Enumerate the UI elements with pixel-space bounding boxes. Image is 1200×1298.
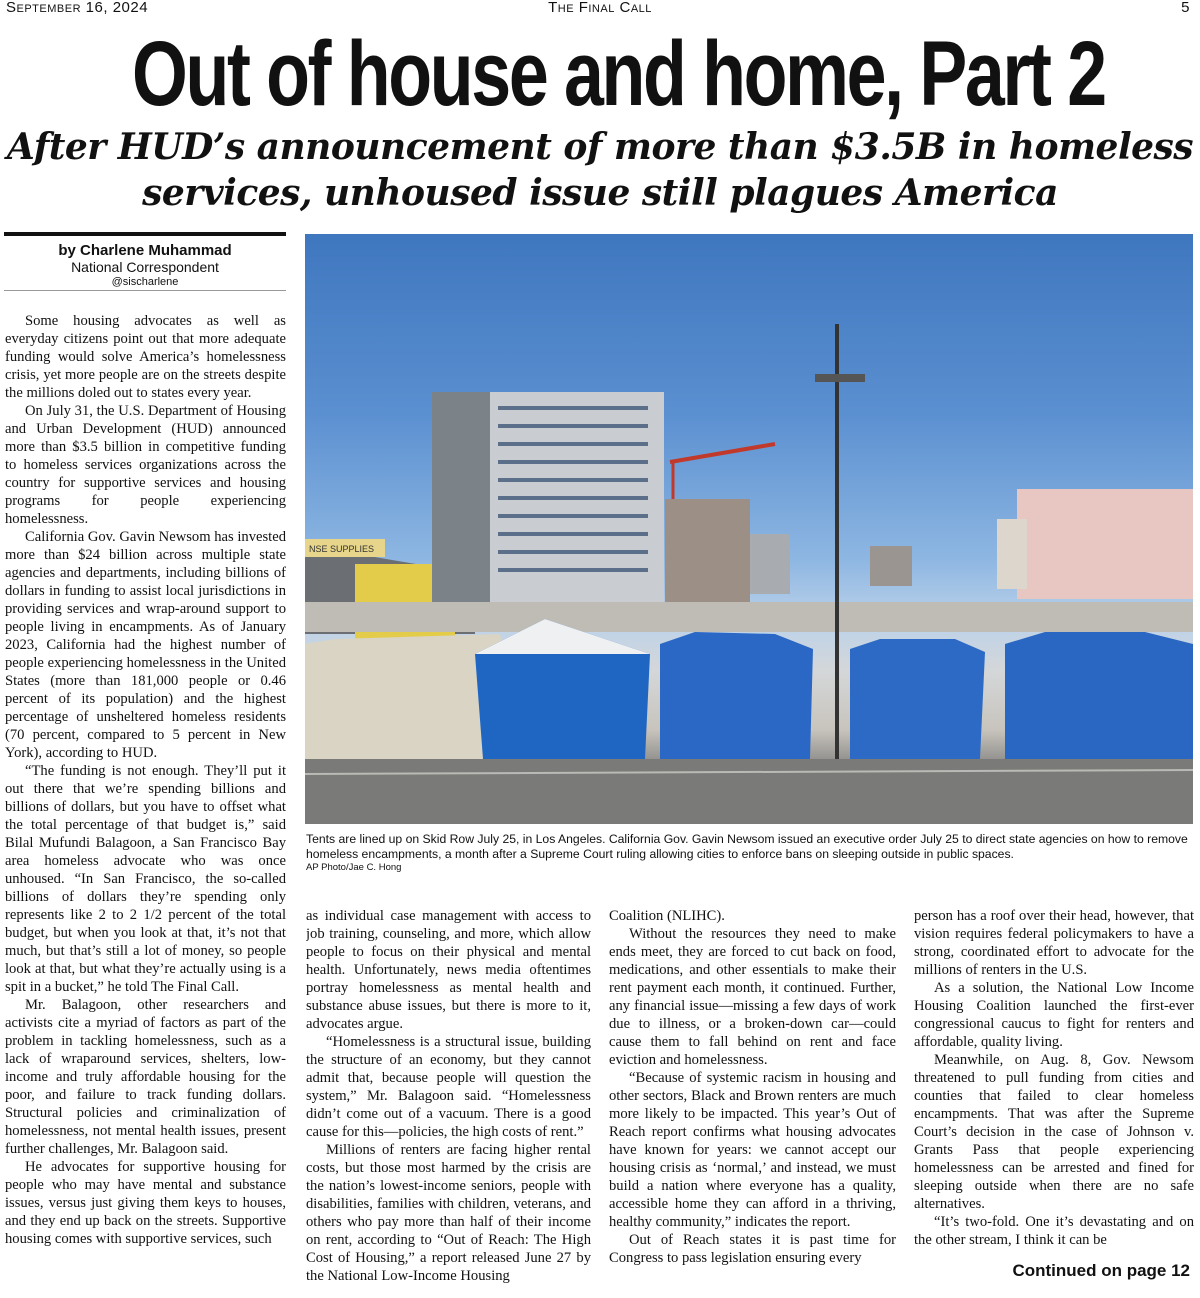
paragraph: California Gov. Gavin Newsom has invested more than $24 billion across multiple state agencies and departments, including billions of dollars in funding to assist local jurisdictions in providing services and wrap-around support to people living in encampments. As of January 2023, California had the highest number of people experiencing homelessness in the United States (more than 181,000 people or 0.46 percent of its population) and the highest percentage of unsheltered homeless residents (70 percent, compared to 5 percent in New York), according to HUD. xyxy=(5,529,286,761)
byline-divider xyxy=(4,290,286,291)
body-column-2 xyxy=(306,907,591,1287)
publication-name: The Final Call xyxy=(548,0,652,16)
paragraph: Meanwhile, on Aug. 8, Gov. Newsom threatened to pull funding from cities and counties that failed to clear homeless encampments. That was after the Supreme Court’s decision in the case of Johnson v. Grants Pass that people experiencing homelessness can be arrested and fined for sleeping outside when there are no safe alternatives. xyxy=(914,1052,1194,1212)
paragraph: He advocates for supportive housing for people who may have mental and substance issues, versus just giving them keys to houses, and they end up back on the streets. Supportive housing comes with supportive services, such xyxy=(5,1159,286,1247)
paragraph: Millions of renters are facing higher rental costs, but those most harmed by the crisis are the nation’s lowest-income seniors, people with disabilities, families with children, veterans, and others who pay more than half of their income on rent, according to “Out of Reach: The High Cost of Housing,” a report released June 27 by the National Low-Income Housing xyxy=(306,1142,591,1284)
paragraph: “Because of systemic racism in housing and other sectors, Black and Brown renters are much more likely to be impacted. This year’s Out of Reach report confirms what housing advocates have known for years: we cannot accept our housing crisis as ‘normal,’ and instead, we must build a nation where everyone has a quality, accessible home they can afford in a thriving, healthy community,” indicates the report. xyxy=(609,1070,896,1230)
byline-role: National Correspondent xyxy=(71,259,219,275)
paragraph: Some housing advocates as well as everyday citizens point out that more adequate funding would solve America’s homelessness crisis, yet more people are on the streets despite the millions doled out to states every year. xyxy=(5,313,286,401)
jump-line[interactable]: Continued on page 12 xyxy=(1012,1261,1190,1280)
byline xyxy=(4,232,286,289)
issue-date: September 16, 2024 xyxy=(6,0,149,16)
byline-author: by Charlene Muhammad xyxy=(58,242,232,259)
paragraph: On July 31, the U.S. Department of Housing and Urban Development (HUD) announced more than $3.5 billion in competitive funding to homeless services organizations across the country for supportive services and housing programs for people experiencing homelessness. xyxy=(5,403,286,527)
paragraph: Without the resources they need to make ends meet, they are forced to cut back on food, medications, and other essentials to make their rent payment each month, it continued. Further, any financial issue—missing a few days of work due to illness, or a broken-down car—could cause them to fall behind on rent and face eviction and homelessness. xyxy=(609,926,896,1068)
deck-subheadline: After HUD’s announcement of more than $3.5B in homeless services, unhoused issue still plagues America xyxy=(6,126,1194,214)
store-sign-text: NSE SUPPLIES xyxy=(309,544,375,554)
paragraph: Out of Reach states it is past time for Congress to pass legislation ensuring every xyxy=(609,1232,896,1266)
news-photo-skid-row-tents xyxy=(305,234,1193,824)
body-column-1 xyxy=(5,312,286,1292)
photo-caption: Tents are lined up on Skid Row July 25, in Los Angeles. California Gov. Gavin Newsom issued an executive order July 25 to direct state agencies on how to remove homeless encampments, a month after a Supreme Court ruling allowing cities to enforce bans on sleeping outside in public spaces. xyxy=(306,832,1188,861)
body-column-4 xyxy=(914,907,1194,1259)
paragraph: “The funding is not enough. They’ll put it out there that we’re spending billions and billions of dollars, but you have to offset what the total percentage of that budget is,” said Bilal Mufundi Balagoon, a San Francisco Bay area homeless advocate who was once unhoused. “In San Francisco, the so-called billions of dollars they’re spending only represents like 2 to 2 1/2 percent of the total budget, but when you look at that, it’s not that much, but that’s still a lot of money, so people look at that, but what they’re actually using is a spit in a bucket,” he told The Final Call. xyxy=(5,763,286,995)
paragraph-continued: as individual case management with access to job training, counseling, and more, which allow people to focus on their physical and mental health. Unfortunately, news media oftentimes portray homelessness as mental health and substance abuse issues, but there is more to it, advocates argue. xyxy=(306,908,591,1032)
paragraph: Mr. Balagoon, other researchers and activists cite a myriad of factors as part of the problem in tackling homelessness, such as a lack of wraparound services, shelters, low-income and truly affordable housing for the poor, and failure to track funding dollars. Structural policies and criminalization of homelessness, not mental health issues, present further challenges, Mr. Balagoon said. xyxy=(5,997,286,1157)
byline-handle: @sischarlene xyxy=(111,276,179,288)
photo-credit: AP Photo/Jae C. Hong xyxy=(306,862,402,873)
paragraph: “It’s two-fold. One it’s devastating and on the other stream, I think it can be xyxy=(914,1214,1194,1248)
folio-bar xyxy=(0,0,1200,18)
paragraph-continued: Coalition (NLIHC). xyxy=(609,908,725,924)
headline: Out of house and home, Part 2 xyxy=(132,23,1105,125)
body-column-3 xyxy=(609,907,896,1287)
paragraph: As a solution, the National Low Income Housing Coalition launched the first-ever congressional caucus to fight for renters and affordable, quality living. xyxy=(914,980,1194,1050)
paragraph: “Homelessness is a structural issue, building the structure of an economy, but they cannot admit that, because people will question the system,” Mr. Balagoon said. “Homelessness didn’t come out of a vacuum. There is a good cause for this—policies, the high costs of rent.” xyxy=(306,1034,591,1140)
paragraph-continued: person has a roof over their head, however, that vision requires federal policymakers to have a strong, coordinated effort to advocate for the millions of renters in the U.S. xyxy=(914,908,1194,978)
page-number: 5 xyxy=(1181,0,1190,16)
